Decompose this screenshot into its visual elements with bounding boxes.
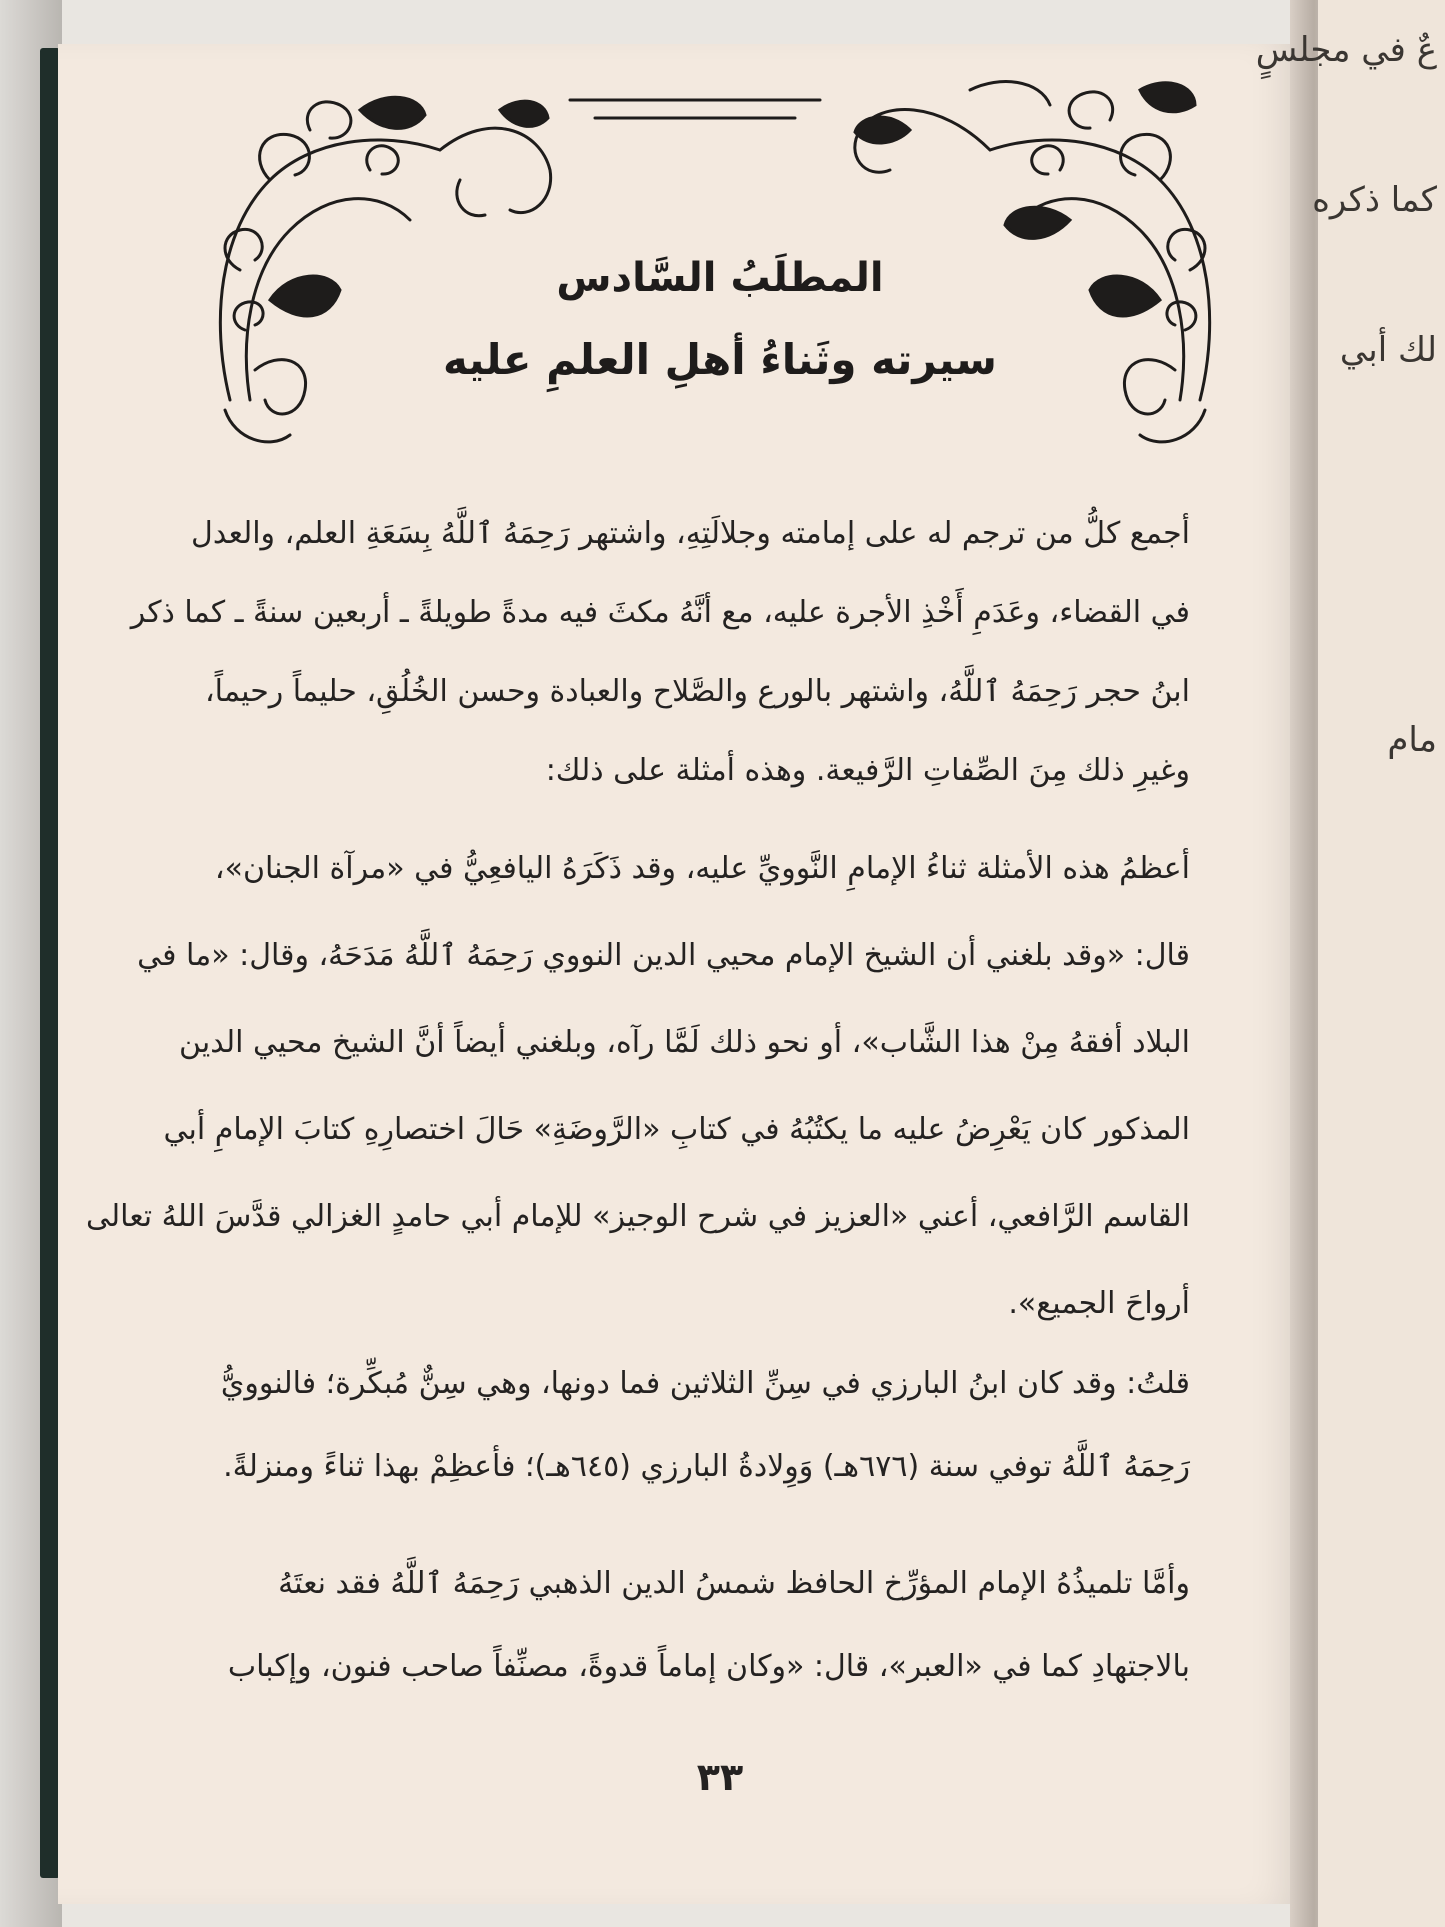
book-cover-edge [40, 48, 60, 1878]
paragraph-2 [86, 845, 1190, 1327]
text-line: البلاد أفقهُ مِنْ هذا الشَّاب»، أو نحو ذلك لَمَّا رآه، وبلغني أيضاً أنَّ الشيخ محيي الدين [179, 1025, 1190, 1060]
text-line: المذكور كان يَعْرِضُ عليه ما يكتُبُهُ في كتابِ «الرَّوضَةِ» حَالَ اختصارِهِ كتابَ الإمامِ أبي [163, 1112, 1190, 1147]
section-title: سيرته وثَناءُ أهلِ العلمِ عليه [443, 335, 997, 384]
text-line: أجمع كلُّ من ترجم له على إمامته وجلالَتِهِ، واشتهر رَحِمَهُ ٱللَّهُ بِسَعَةِ العلم، والعدل [191, 516, 1190, 551]
facing-page-edge [1255, 0, 1445, 1927]
facing-page-fragment: عٌ في مجلسٍ [1255, 30, 1437, 70]
facing-page-fragment: كما ذكره [1312, 180, 1437, 220]
text-line: وغيرِ ذلك مِنَ الصِّفاتِ الرَّفيعة. وهذه أمثلة على ذلك: [545, 753, 1190, 788]
paragraph-1 [130, 510, 1190, 794]
text-line: القاسم الرَّافعي، أعني «العزيز في شرح الوجيز» للإمام أبي حامدٍ الغزالي قدَّسَ اللهُ تعالى [86, 1199, 1190, 1234]
facing-page-fragment: مام [1387, 720, 1437, 760]
text-line: أعظمُ هذه الأمثلة ثناءُ الإمامِ النَّوويِّ عليه، وقد ذَكَرَهُ اليافعِيُّ في «مرآة الجنان»، [214, 851, 1190, 886]
section-heading: المطلَبُ السَّادس [556, 255, 884, 301]
text-line: قلتُ: وقد كان ابنُ البارزي في سِنِّ الثلاثين فما دونها، وهي سِنٌّ مُبكِّرة؛ فالنوويُّ [220, 1366, 1190, 1401]
page-number: ٣٣ [696, 1755, 744, 1799]
text-line: قال: «وقد بلغني أن الشيخ الإمام محيي الدين النووي رَحِمَهُ ٱللَّهُ مَدَحَهُ، وقال: «ما في [137, 938, 1190, 973]
text-line: رَحِمَهُ ٱللَّهُ توفي سنة (٦٧٦هـ) وَوِلادةُ البارزي (٦٤٥هـ)؛ فأعظِمْ بهذا ثناءً ومنزلةً. [223, 1449, 1190, 1484]
text-line: ابنُ حجر رَحِمَهُ ٱللَّهُ، واشتهر بالورع والصَّلاح والعبادة وحسن الخُلُقِ، حليماً رحيماً، [205, 674, 1190, 709]
facing-page-fragment: لك أبي [1339, 330, 1437, 370]
paragraph-3 [220, 1360, 1190, 1490]
text-line: في القضاء، وعَدَمِ أَخْذِ الأجرة عليه، مع أنَّهُ مكثَ فيه مدةً طويلةً ـ أربعين سنةً ـ كما ذكر [130, 595, 1190, 630]
text-line: وأمَّا تلميذُهُ الإمام المؤرِّخ الحافظ شمسُ الدين الذهبي رَحِمَهُ ٱللَّهُ فقد نعتَهُ [278, 1566, 1190, 1601]
text-line: بالاجتهادِ كما في «العبر»، قال: «وكان إماماً قدوةً، مصنِّفاً صاحب فنون، وإكباب [227, 1649, 1190, 1684]
paragraph-4 [225, 1560, 1190, 1690]
text-line: أرواحَ الجميع». [1008, 1286, 1190, 1321]
